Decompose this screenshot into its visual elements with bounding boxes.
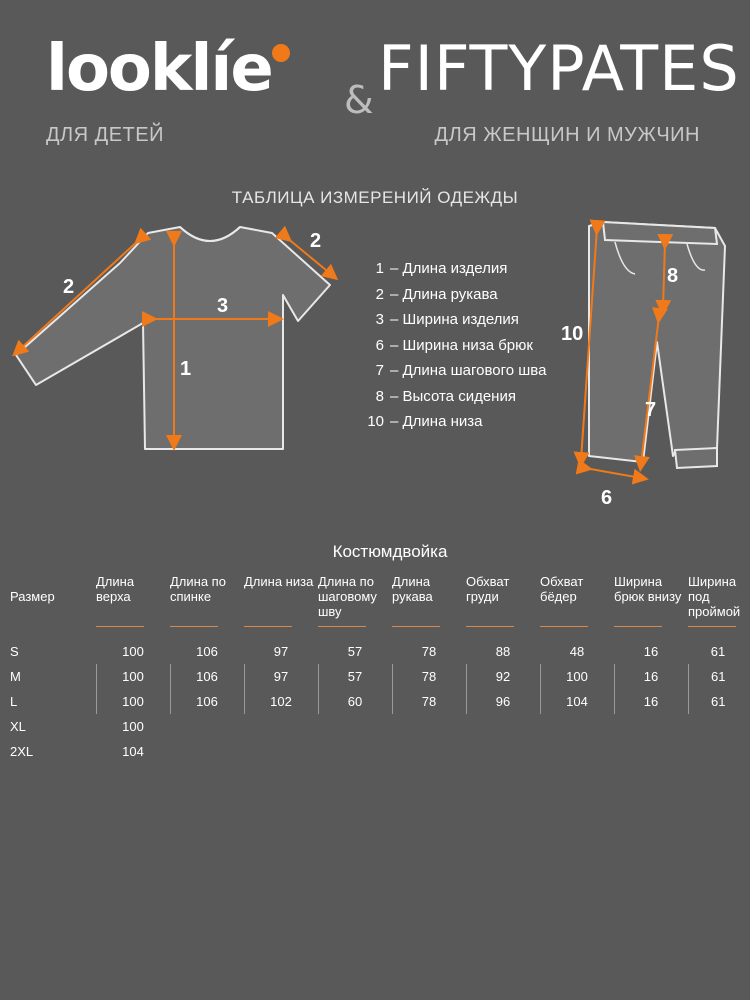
label-inseam: 7 — [645, 399, 657, 421]
brand-subtitle-left: ДЛЯ ДЕТЕЙ — [46, 124, 164, 146]
table-cell: 106 — [170, 664, 244, 689]
table-cell: 100 — [540, 664, 614, 689]
section-title: Костюмдвойка — [332, 542, 448, 561]
size-cell: XL — [10, 719, 26, 734]
table-cell: 100 — [122, 719, 144, 734]
table-header-cell: Длина по шаговому шву — [318, 574, 392, 639]
legend-item: 2 – Длина рукава — [375, 285, 498, 303]
table-cell: 97 — [244, 664, 318, 689]
table-header-row — [10, 574, 748, 639]
table-cell: 78 — [421, 644, 437, 659]
table-cell: 106 — [196, 644, 218, 659]
table-row — [10, 689, 748, 714]
table-cell: 48 — [569, 644, 585, 659]
table-cell: 104 — [540, 689, 614, 714]
brand-logo-left: looklíe — [46, 32, 272, 106]
table-cell: 78 — [392, 664, 466, 689]
label-rise: 8 — [667, 265, 679, 287]
legend-item: 6 – Ширина низа брюк — [375, 336, 533, 354]
table-cell: 100 — [96, 664, 170, 689]
legend-item: 1 – Длина изделия — [375, 260, 508, 277]
table-cell: 57 — [318, 664, 392, 689]
size-cell: S — [10, 644, 19, 659]
label-shirt-width: 3 — [217, 295, 229, 317]
table-header-cell: Длина по спинке — [170, 574, 244, 639]
legend-item: 8 – Высота сидения — [375, 387, 516, 405]
table-row — [10, 664, 748, 689]
shirt-diagram — [0, 215, 345, 460]
legend-item: 3 – Ширина изделия — [375, 311, 519, 328]
measurements-title: ТАБЛИЦА ИЗМЕРЕНИЙ ОДЕЖДЫ — [231, 188, 519, 207]
pants-diagram — [555, 212, 735, 512]
table-row — [10, 714, 748, 739]
table-cell: 88 — [495, 644, 511, 659]
table-cell: 16 — [643, 644, 659, 659]
table-cell: 106 — [170, 689, 244, 714]
table-header-cell: Длина низа — [244, 574, 318, 639]
brand-logo-right: FIFTYPATES — [378, 32, 740, 105]
table-header-cell: Ширина под проймой — [688, 574, 748, 639]
table-row — [10, 739, 748, 764]
table-header-cell: Длина рукава — [392, 574, 466, 639]
size-cell: 2XL — [10, 744, 34, 759]
table-header-cell: Ширина брюк внизу — [614, 574, 688, 639]
table-cell: 97 — [273, 644, 289, 659]
label-sleeve-left: 2 — [63, 276, 75, 298]
table-cell: 96 — [466, 689, 540, 714]
table-cell: 92 — [466, 664, 540, 689]
measure-legend — [350, 256, 546, 435]
table-cell: 100 — [122, 644, 144, 659]
label-pants-length: 10 — [561, 323, 584, 345]
table-cell: 16 — [614, 689, 688, 714]
table-header-cell: Размер — [10, 589, 55, 604]
size-cell: M — [10, 669, 21, 684]
brand-subtitle-right: ДЛЯ ЖЕНЩИН И МУЖЧИН — [434, 124, 700, 146]
table-cell: 60 — [318, 689, 392, 714]
pants-bottom-arrow — [585, 468, 641, 478]
size-table — [10, 574, 748, 764]
table-cell: 57 — [347, 644, 363, 659]
table-cell: 104 — [122, 744, 144, 759]
legend-item: 10 – Длина низа — [367, 413, 483, 430]
logo-dot-icon — [272, 44, 290, 62]
table-cell: 61 — [710, 644, 726, 659]
table-cell: 100 — [96, 689, 170, 714]
table-cell: 102 — [244, 689, 318, 714]
table-header-cell: Длина верха — [96, 574, 170, 639]
table-header-cell: Обхват груди — [466, 574, 540, 639]
label-pants-bottom: 6 — [601, 487, 613, 509]
size-cell: L — [10, 694, 18, 709]
table-row — [10, 639, 748, 664]
table-cell: 78 — [392, 689, 466, 714]
table-header-cell: Обхват бёдер — [540, 574, 614, 639]
label-sleeve-right: 2 — [310, 230, 322, 252]
table-cell: 61 — [688, 689, 748, 714]
table-cell: 16 — [614, 664, 688, 689]
table-cell: 61 — [688, 664, 748, 689]
legend-item: 7 – Длина шагового шва — [375, 362, 547, 379]
pants-shape — [589, 222, 725, 462]
label-shirt-length: 1 — [180, 358, 192, 380]
brand-ampersand: & — [344, 78, 374, 122]
